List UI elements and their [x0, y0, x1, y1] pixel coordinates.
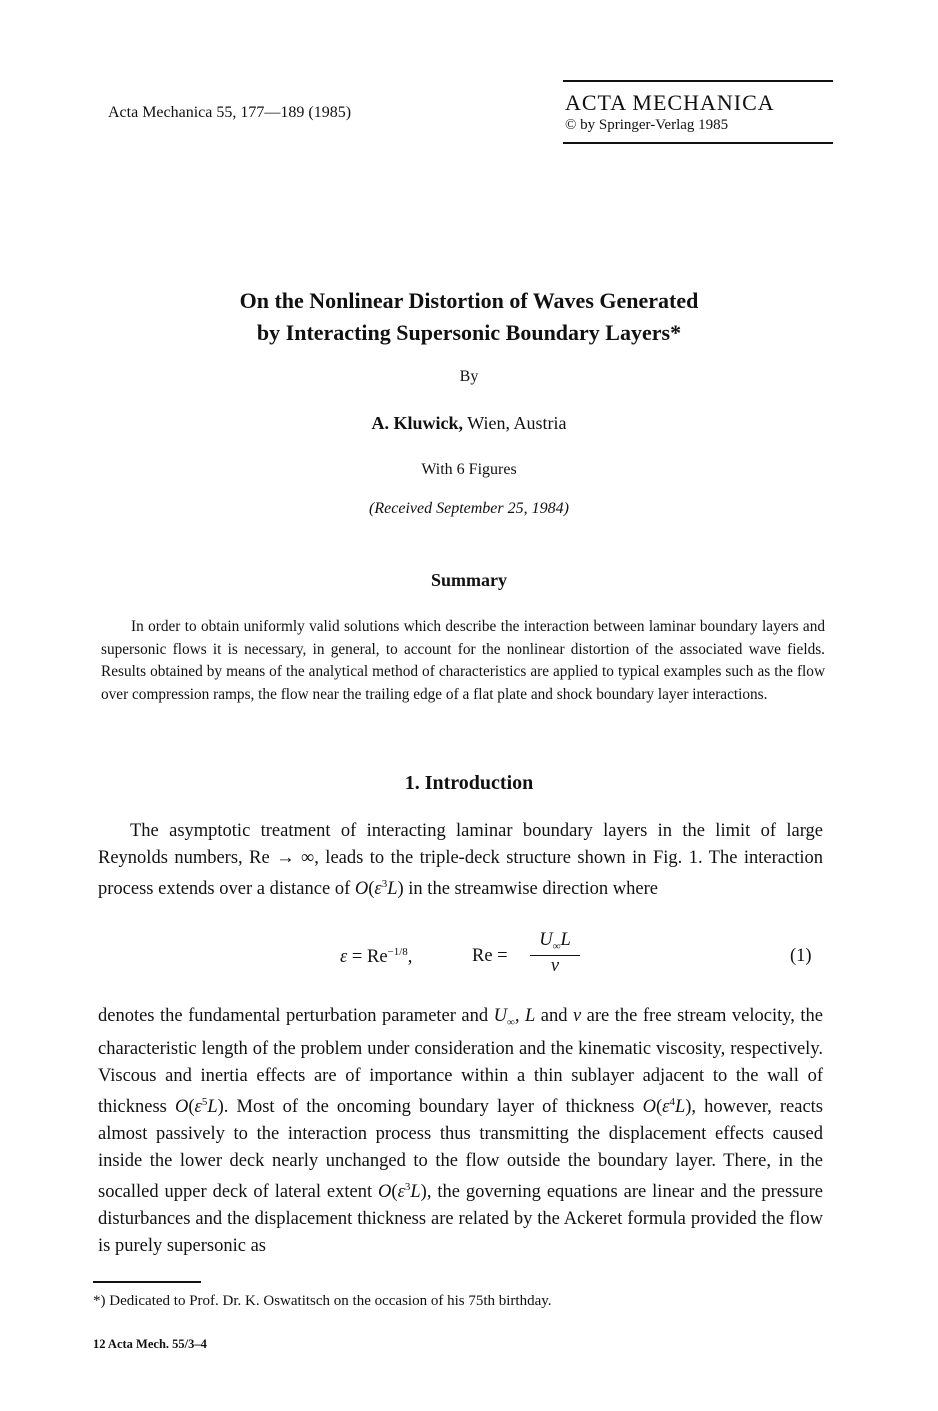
section-heading-introduction: 1. Introduction	[404, 772, 534, 794]
footnote: *) Dedicated to Prof. Dr. K. Oswatitsch on the occasion of his 75th birthday.	[93, 1293, 552, 1309]
figure-count: With 6 Figures	[421, 461, 517, 478]
equation-1: $\varepsilon = Re^{-1/8}$, Re = $\frac{U_\infty L}{\nu}$	[330, 930, 630, 984]
paper-title	[100, 285, 838, 349]
journal-name: ACTA MECHANICA	[565, 90, 775, 115]
page-folio: 12 Acta Mech. 55/3–4	[93, 1337, 207, 1351]
author-name: A. Kluwick,	[371, 413, 464, 433]
journal-citation: Acta Mechanica 55, 177—189 (1985)	[108, 104, 352, 121]
equation-number: (1)	[790, 946, 812, 966]
title-line-2: by Interacting Supersonic Boundary Layers*	[256, 320, 682, 345]
copyright-notice: © by Springer-Verlag 1985	[565, 117, 729, 133]
summary-text: In order to obtain uniformly valid solutions which describe the interaction between laminar boundary layers and supersonic flows it is necessary, in general, to account for the nonlinear distortion of the associated wave fields. Results obtained by means of the analytical method of characteristics are applied to typical examples such as the flow over compression ramps, the flow near the trailing edge of a flat plate and shock boundary layer interactions.	[101, 618, 825, 703]
author-line	[100, 413, 838, 434]
author-location: Wien, Austria	[463, 413, 567, 433]
intro-paragraph-2: denotes the fundamental perturbation parameter and $U_\infty$, L and ν are the free stream velocity, the characteristic length of the problem under consideration and the kinematic viscosity, respectively. Viscous and inertia effects are of importance within a thin sublayer adjacent to the wall of thickness $O(\varepsilon^5L)$. Most of the oncoming boundary layer of thickness $O(\varepsilon^4L)$, however, reacts almost passively to the interaction process thus transmitting the displacement effects caused inside the lower deck nearly unchanged to the flow outside the boundary layer. There, in the socalled upper deck of lateral extent $O(\varepsilon^3L)$, the governing equations are linear and the pressure disturbances and the displacement thickness are related by the Ackeret formula provided the flow is purely supersonic as	[98, 1006, 824, 1256]
received-date: (Received September 25, 1984)	[369, 500, 569, 517]
by-label: By	[459, 368, 479, 385]
footnote-rule	[93, 1281, 201, 1283]
summary-heading: Summary	[431, 570, 507, 590]
title-line-1: On the Nonlinear Distortion of Waves Generated	[239, 288, 699, 313]
journal-masthead	[563, 80, 833, 144]
intro-paragraph-1: The asymptotic treatment of interacting laminar boundary layers in the limit of large Reynolds numbers, Re → ∞, leads to the triple-deck structure shown in Fig. 1. The interaction process extends over a distance of $O(\varepsilon^3L)$ in the streamwise direction where	[98, 821, 823, 900]
